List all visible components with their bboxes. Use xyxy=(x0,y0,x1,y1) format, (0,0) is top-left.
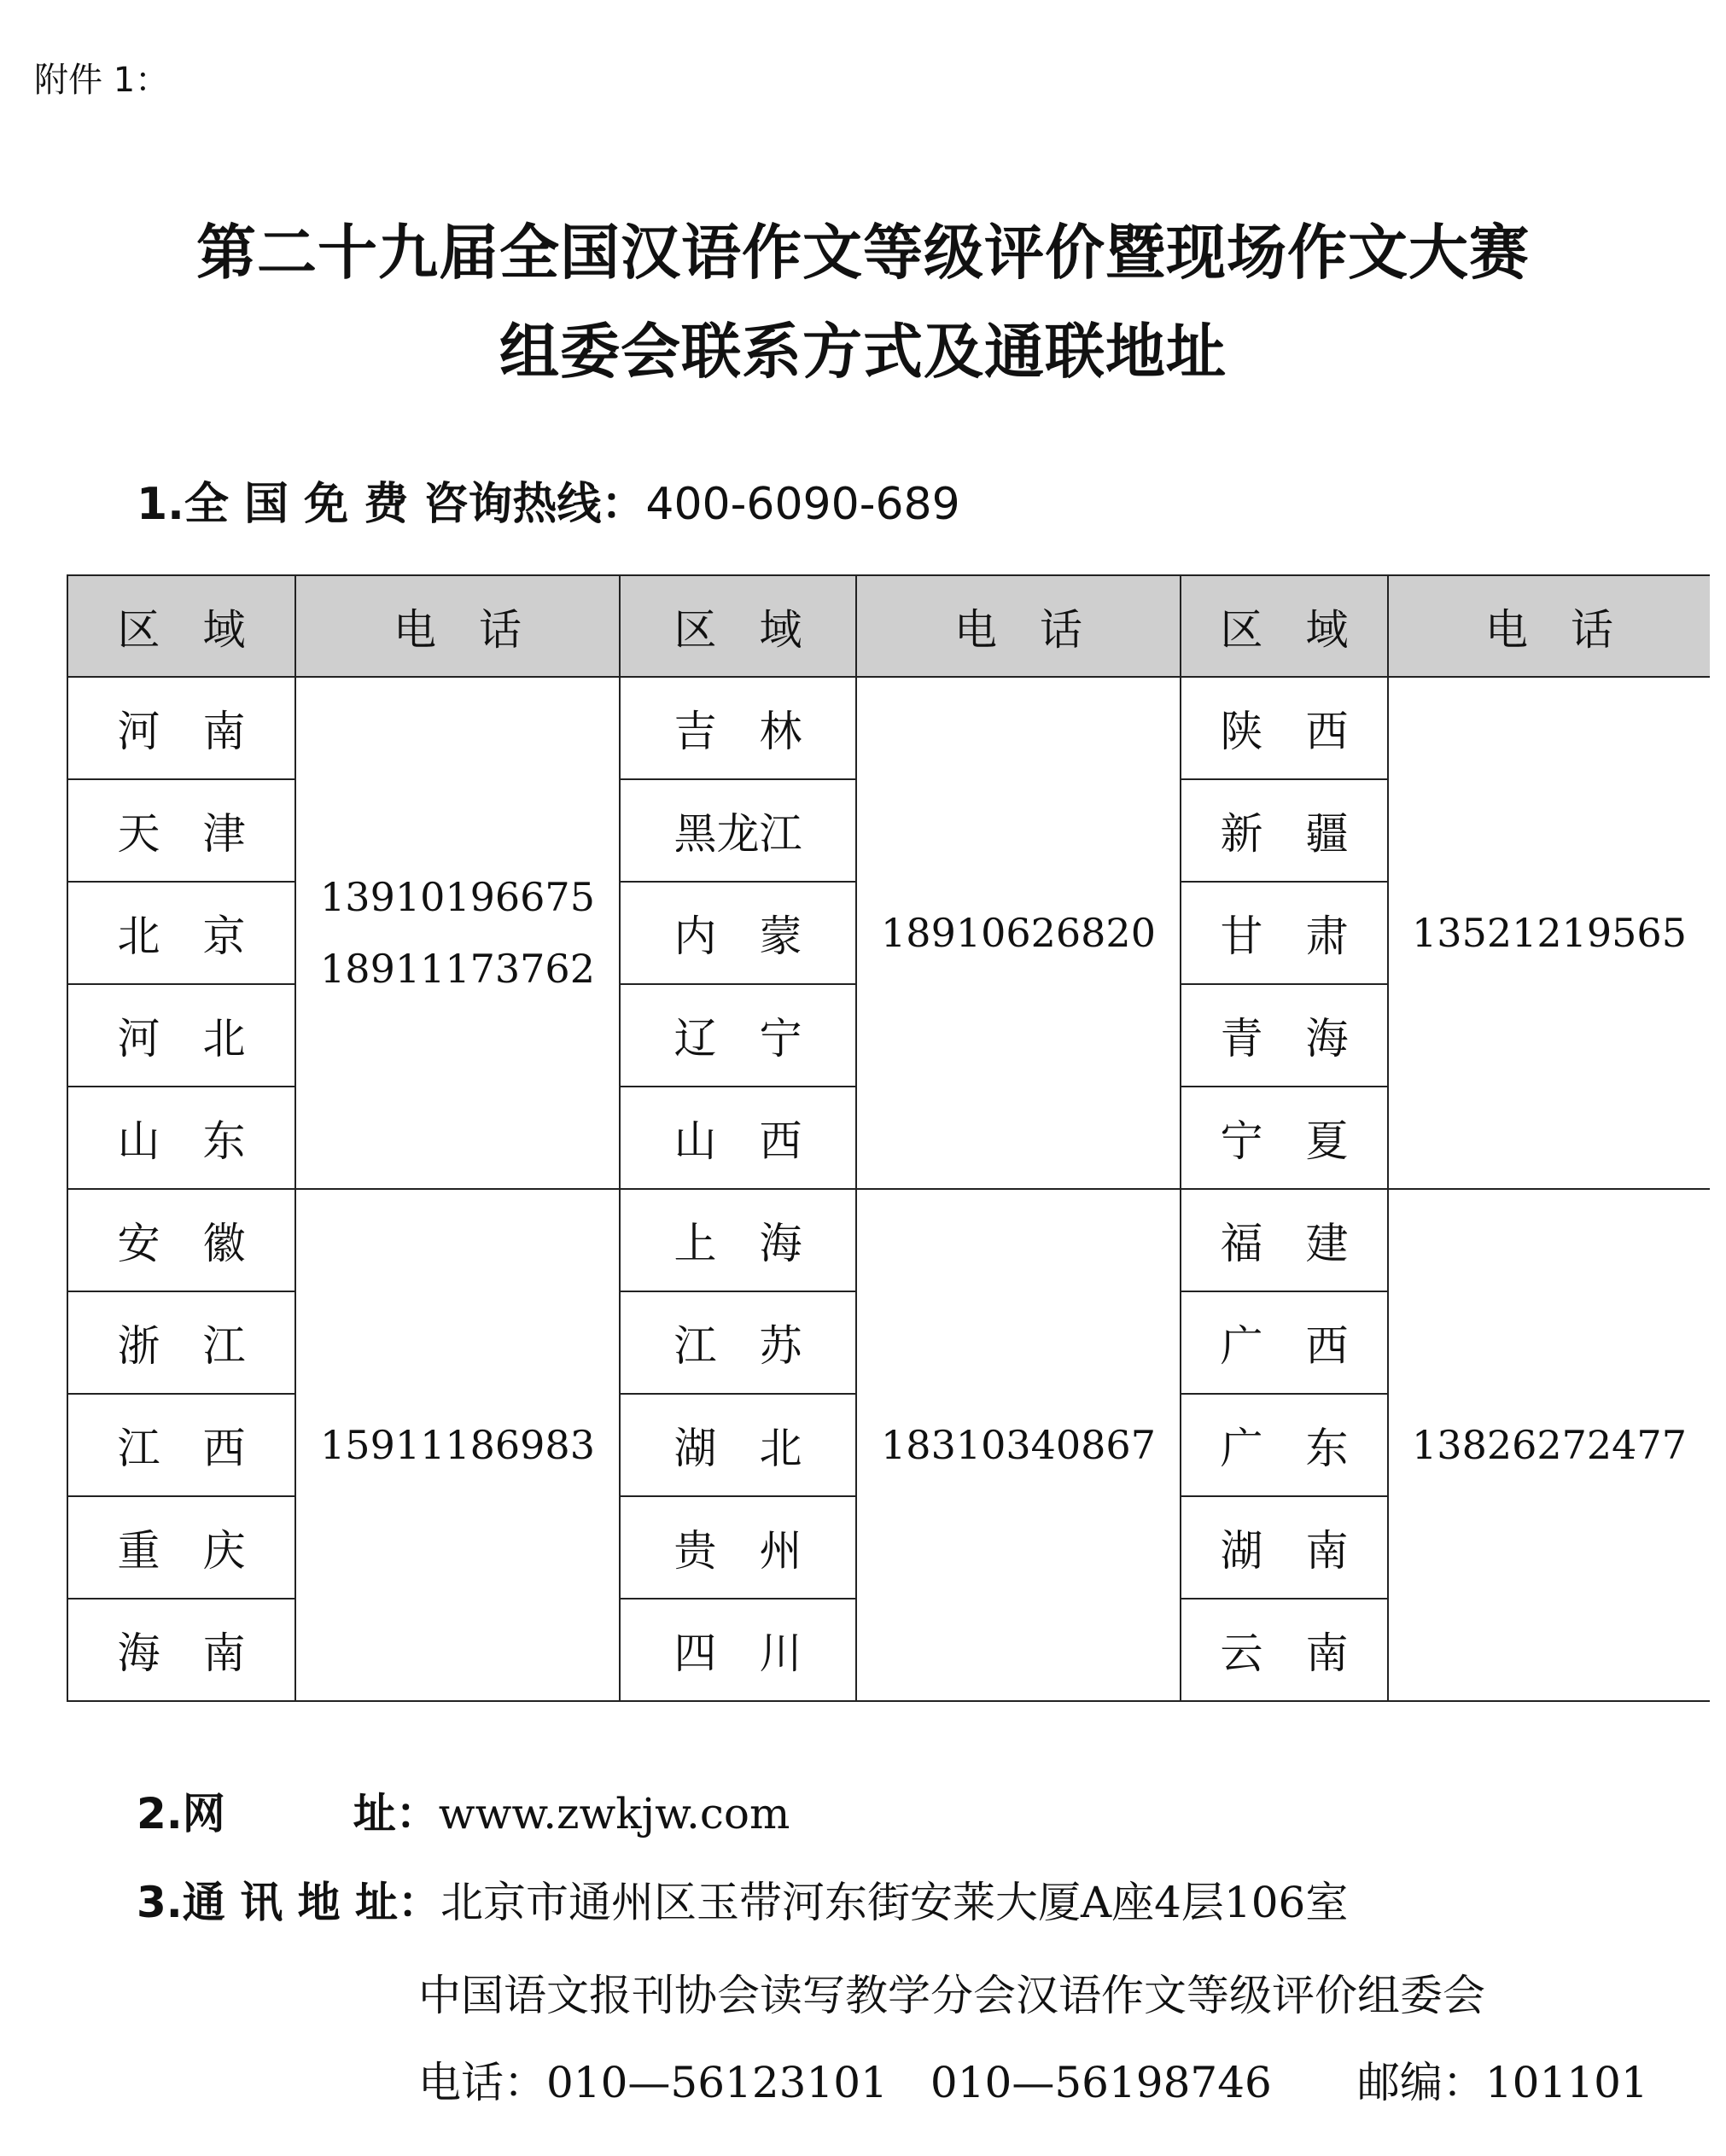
phone-number: 18911173762 xyxy=(320,946,595,992)
table-header-row xyxy=(67,575,1710,677)
region-cell: 江 西 xyxy=(67,1394,295,1496)
region-cell: 海 南 xyxy=(67,1599,295,1701)
phone-cell xyxy=(856,1189,1181,1701)
hotline-label: 1.全 国 免 费 咨询热线： xyxy=(137,479,646,530)
region-cell: 天 津 xyxy=(67,779,295,882)
contacts-table xyxy=(67,574,1710,1702)
region-cell: 广 西 xyxy=(1181,1291,1388,1394)
region-cell: 新 疆 xyxy=(1181,779,1388,882)
region-cell: 吉 林 xyxy=(620,677,856,779)
phone-cell xyxy=(856,677,1181,1189)
region-cell: 上 海 xyxy=(620,1189,856,1291)
phone-number: 13521219565 xyxy=(1412,910,1687,956)
region-cell: 贵 州 xyxy=(620,1496,856,1599)
hotline-number: 400-6090-689 xyxy=(645,479,960,530)
region-cell: 福 建 xyxy=(1181,1189,1388,1291)
address-value: 北京市通州区玉带河东街安莱大厦A座4层106室 xyxy=(440,1878,1349,1927)
region-cell: 陕 西 xyxy=(1181,677,1388,779)
region-cell: 辽 宁 xyxy=(620,984,856,1087)
region-cell: 黑龙江 xyxy=(620,779,856,882)
region-cell: 河 南 xyxy=(67,677,295,779)
region-cell: 湖 南 xyxy=(1181,1496,1388,1599)
header-region-2: 区 域 xyxy=(620,575,856,677)
contact-phone-label: 电话： xyxy=(418,2058,546,2107)
phone-cell xyxy=(1388,1189,1710,1701)
region-cell: 甘 肃 xyxy=(1181,882,1388,984)
phone-cell xyxy=(1388,677,1710,1189)
phone-cell xyxy=(295,1189,620,1701)
postcode-label: 邮编： xyxy=(1356,2058,1485,2107)
website-line xyxy=(137,1780,790,1841)
phone-number: 13910196675 xyxy=(320,874,595,920)
region-cell: 安 徽 xyxy=(67,1189,295,1291)
region-cell: 内 蒙 xyxy=(620,882,856,984)
phone-number: 13826272477 xyxy=(1412,1422,1687,1468)
region-cell: 四 川 xyxy=(620,1599,856,1701)
region-cell: 浙 江 xyxy=(67,1291,295,1394)
attachment-label: 附件 1： xyxy=(34,61,170,100)
document-title-line-1: 第二十九届全国汉语作文等级评价暨现场作文大赛 xyxy=(196,218,1530,288)
hotline xyxy=(137,468,960,532)
address-label: 3.通 讯 地 址： xyxy=(137,1878,441,1927)
header-phone-2: 电 话 xyxy=(856,575,1181,677)
document-title-line-2: 组委会联系方式及通联地址 xyxy=(499,317,1227,387)
region-cell: 湖 北 xyxy=(620,1394,856,1496)
region-cell: 青 海 xyxy=(1181,984,1388,1087)
region-cell: 山 东 xyxy=(67,1087,295,1189)
header-phone-3: 电 话 xyxy=(1388,575,1710,677)
header-phone-1: 电 话 xyxy=(295,575,620,677)
contact-phones: 010—56123101 010—56198746 xyxy=(546,2058,1272,2107)
phone-number: 18910626820 xyxy=(881,910,1156,956)
region-cell: 云 南 xyxy=(1181,1599,1388,1701)
region-cell: 广 东 xyxy=(1181,1394,1388,1496)
website-label: 2.网 址： xyxy=(137,1789,439,1838)
phone-number: 18310340867 xyxy=(881,1422,1156,1468)
postcode-value: 101101 xyxy=(1484,2058,1648,2107)
table-row xyxy=(67,677,1710,779)
organization-name: 中国语文报刊协会读写教学分会汉语作文等级评价组委会 xyxy=(418,1971,1485,2020)
header-region-3: 区 域 xyxy=(1181,575,1388,677)
region-cell: 江 苏 xyxy=(620,1291,856,1394)
contact-line xyxy=(418,2048,1648,2110)
region-cell: 重 庆 xyxy=(67,1496,295,1599)
address-line xyxy=(137,1868,1348,1930)
header-region-1: 区 域 xyxy=(67,575,295,677)
region-cell: 宁 夏 xyxy=(1181,1087,1388,1189)
website-link[interactable]: www.zwkjw.com xyxy=(438,1789,790,1838)
phone-cell xyxy=(295,677,620,1189)
region-cell: 北 京 xyxy=(67,882,295,984)
phone-number: 15911186983 xyxy=(320,1422,595,1468)
region-cell: 山 西 xyxy=(620,1087,856,1189)
region-cell: 河 北 xyxy=(67,984,295,1087)
table-row xyxy=(67,1189,1710,1291)
